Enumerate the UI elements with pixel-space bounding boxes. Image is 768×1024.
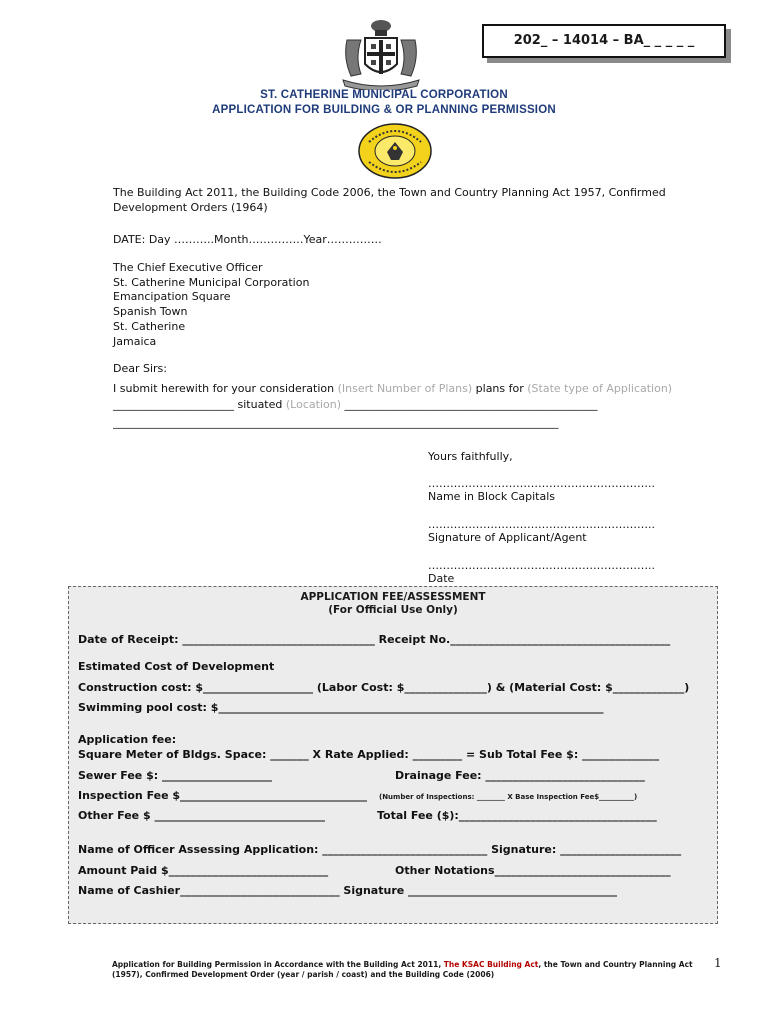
date-label: Date	[428, 572, 455, 585]
submit-line	[113, 382, 672, 395]
address-block	[113, 261, 309, 349]
fee-title: APPLICATION FEE/ASSESSMENT	[300, 591, 486, 603]
acts-line-1: The Building Act 2011, the Building Code 2006, the Town and Country Planning Act 1957, Confirmed	[113, 186, 666, 199]
construction-cost-row[interactable]: Construction cost: $____________________ (Labor Cost: $_______________) & (Material Cost: $_____________)	[78, 681, 690, 694]
reference-number-box: 202_ – 14014 – BA_ _ _ _ _	[482, 24, 726, 58]
salutation: Dear Sirs:	[113, 362, 167, 375]
municipal-seal-logo	[357, 122, 433, 180]
other-notations-field[interactable]: Other Notations________________________________	[395, 864, 671, 877]
square-meter-row[interactable]: Square Meter of Bldgs. Space: _______ X Rate Applied: _________ = Sub Total Fee $: ______________	[78, 748, 660, 761]
blank-short[interactable]: ______________________	[113, 398, 234, 411]
fee-subtitle: (For Official Use Only)	[328, 604, 458, 616]
submit-prefix: I submit herewith for your consideration	[113, 382, 338, 395]
hint-number-of-plans: (Insert Number of Plans)	[337, 382, 473, 395]
signature-label: Signature of Applicant/Agent	[428, 531, 587, 544]
name-dots[interactable]: ……………………………………………………..	[428, 477, 655, 490]
page-footer	[112, 960, 702, 980]
address-line: Emancipation Square	[113, 290, 231, 304]
sewer-fee-field[interactable]: Sewer Fee $: ____________________	[78, 769, 272, 782]
acts-line-2: Development Orders (1964)	[113, 201, 268, 214]
hint-location: (Location)	[285, 398, 341, 411]
hint-application-type: (State type of Application)	[527, 382, 673, 395]
name-label: Name in Block Capitals	[428, 490, 556, 503]
date-of-receipt-row[interactable]: Date of Receipt: ___________________________________ Receipt No.________________________________________	[78, 633, 671, 646]
address-line: St. Catherine Municipal Corporation	[113, 275, 310, 289]
coat-of-arms-emblem	[335, 18, 427, 90]
estimated-cost-heading: Estimated Cost of Development	[78, 660, 275, 673]
footer-line-2: (1957), Confirmed Development Order (year / parish / coast) and the Building Code (2006)	[112, 970, 495, 979]
amount-paid-field[interactable]: Amount Paid $_____________________________	[78, 864, 329, 877]
other-fee-field[interactable]: Other Fee $ _______________________________	[78, 809, 325, 822]
application-title: APPLICATION FOR BUILDING & OR PLANNING PERMISSION	[212, 104, 556, 116]
corporation-heading: ST. CATHERINE MUNICIPAL CORPORATION	[260, 89, 508, 101]
cashier-row[interactable]: Name of Cashier_____________________________ Signature ______________________________________	[78, 884, 618, 897]
situated-line	[113, 398, 597, 411]
situated-text: situated	[234, 398, 286, 411]
blank-location[interactable]: ______________________________________________	[340, 398, 598, 411]
plans-for-text: plans for	[472, 382, 528, 395]
address-line: Jamaica	[113, 334, 157, 348]
drainage-fee-field[interactable]: Drainage Fee: _____________________________	[395, 769, 645, 782]
application-fee-heading: Application fee:	[78, 733, 177, 746]
total-fee-field[interactable]: Total Fee ($):____________________________________	[377, 809, 657, 822]
blank-full-line[interactable]: _________________________________________________________________________________	[113, 416, 559, 429]
page-number: 1	[714, 956, 722, 970]
date-line: DATE: Day ………..Month……………Year……………	[113, 233, 382, 246]
date-dots[interactable]: ……………………………………………………..	[428, 559, 655, 572]
address-line: St. Catherine	[113, 319, 186, 333]
footer-text-a: Application for Building Permission in Accordance with the Building Act 2011,	[112, 960, 444, 969]
footer-text-b: , the Town and Country Planning Act	[538, 960, 693, 969]
footer-red-text: The KSAC Building Act	[443, 960, 539, 969]
fee-assessment-section	[68, 586, 718, 924]
officer-row[interactable]: Name of Officer Assessing Application: ______________________________ Signature: ______________________	[78, 843, 682, 856]
swimming-pool-cost-row[interactable]: Swimming pool cost: $______________________________________________________________________	[78, 701, 604, 714]
address-line: The Chief Executive Officer	[113, 261, 263, 274]
inspection-note: (Number of Inspections: ________ X Base Inspection Fee$__________)	[379, 793, 638, 801]
footer-line-1	[112, 960, 702, 970]
inspection-fee-field[interactable]: Inspection Fee $__________________________________	[78, 789, 368, 802]
closing: Yours faithfully,	[428, 450, 513, 463]
address-line: Spanish Town	[113, 305, 188, 319]
signature-dots[interactable]: ……………………………………………………..	[428, 518, 655, 531]
